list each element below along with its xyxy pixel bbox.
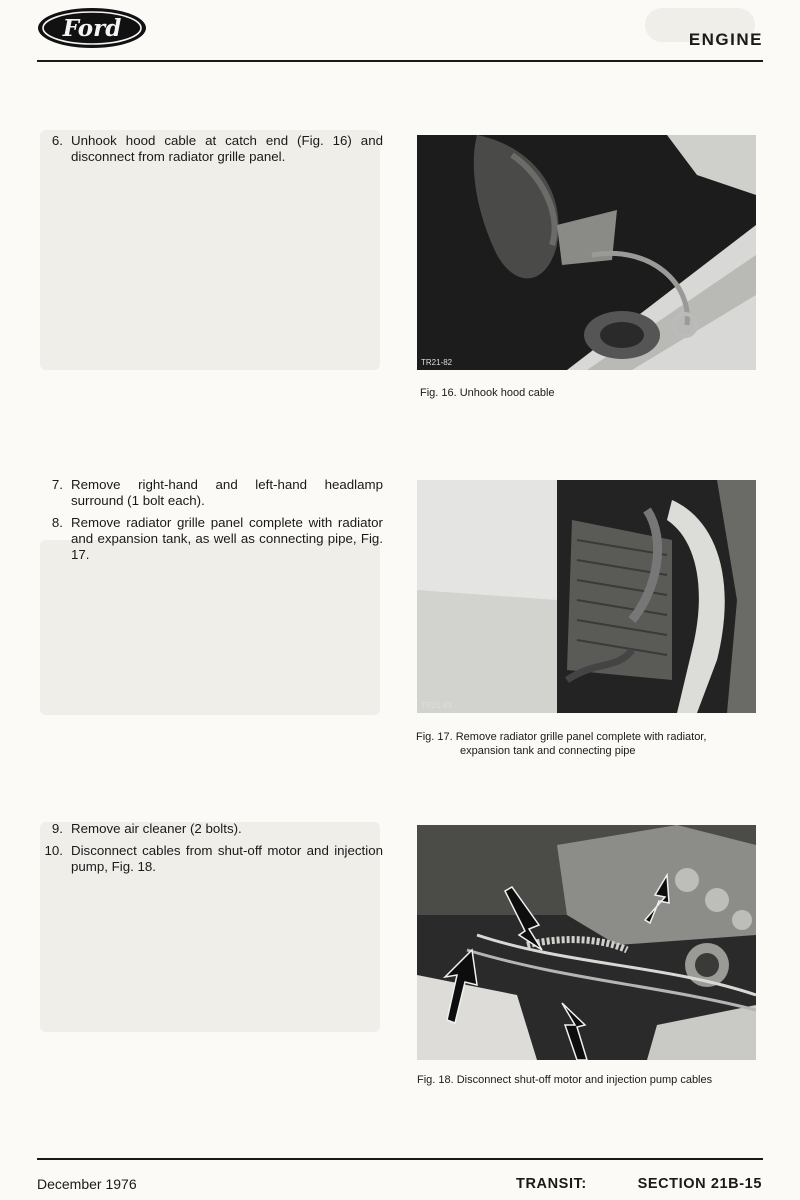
step-number: 9. <box>51 821 63 836</box>
header-rule <box>37 60 763 62</box>
photo-reference: TR21-83 <box>421 701 453 710</box>
figure-16-photo <box>417 135 756 370</box>
caption-line: expansion tank and connecting pipe <box>460 745 636 757</box>
ford-logo <box>36 6 148 50</box>
step-number: 6. <box>51 133 63 148</box>
step-number: 8. <box>51 515 63 530</box>
step-text: Remove radiator grille panel complete with radiator and expansion tank, as well as connecting pipe, Fig. 17. <box>71 515 383 562</box>
figure-18-photo <box>417 825 756 1060</box>
step-6 <box>37 133 383 167</box>
step-10 <box>37 843 383 877</box>
section-title: ENGINE <box>688 30 763 49</box>
section-number: SECTION 21B-15 <box>637 1176 762 1192</box>
step-8 <box>37 515 383 567</box>
step-9 <box>37 821 383 839</box>
step-number: 7. <box>51 477 63 492</box>
step-7 <box>37 477 383 511</box>
step-text: Unhook hood cable at catch end (Fig. 16) and disconnect from radiator grille panel. <box>71 133 383 164</box>
step-text: Remove air cleaner (2 bolts). <box>71 821 242 836</box>
photo-reference: TR21-84 <box>421 1048 453 1057</box>
svg-text:Ford: Ford <box>62 15 122 42</box>
vehicle-series: TRANSIT: <box>516 1176 587 1192</box>
publication-date: December 1976 <box>37 1176 137 1192</box>
step-text: Remove right-hand and left-hand headlamp surround (1 bolt each). <box>71 477 383 508</box>
figure-17-caption <box>416 730 756 758</box>
footer-rule <box>37 1158 763 1160</box>
step-text: Disconnect cables from shut-off motor and injection pump, Fig. 18. <box>71 843 383 874</box>
figure-18-caption: Fig. 18. Disconnect shut-off motor and injection pump cables <box>417 1074 713 1086</box>
caption-line: Fig. 17. Remove radiator grille panel complete with radiator, <box>416 731 707 743</box>
figure-16-caption: Fig. 16. Unhook hood cable <box>420 387 555 399</box>
figure-17-photo <box>417 480 756 713</box>
photo-reference: TR21-82 <box>421 358 453 367</box>
step-number: 10. <box>44 843 63 858</box>
